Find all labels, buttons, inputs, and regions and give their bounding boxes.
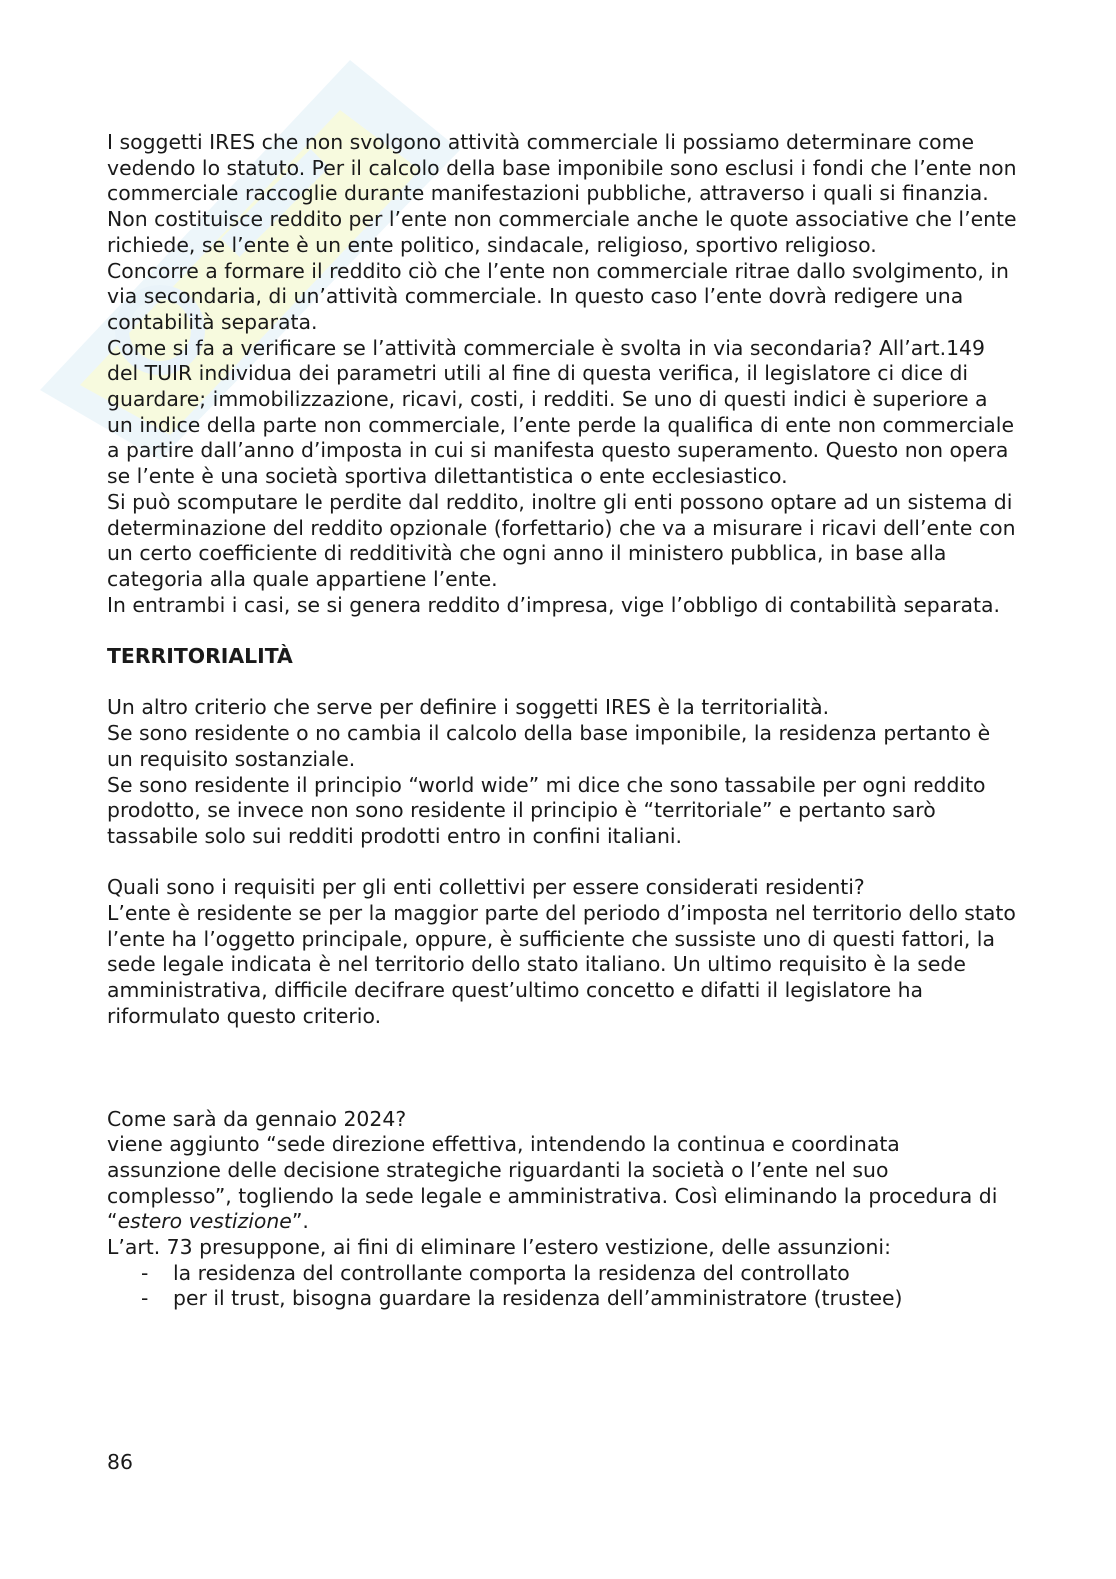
art73-intro: L’art. 73 presuppone, ai fini di eliminare l’estero vestizione, delle assunzioni: [107,1235,891,1260]
residenza-question: Quali sono i requisiti per gli enti collettivi per essere considerati residenti? [107,875,865,900]
intro-paragraph-1: I soggetti IRES che non svolgono attività commerciale li possiamo determinare come vedendo lo statuto. Per il calcolo della base imponibile sono esclusi i fondi che l’ente non commerciale raccoglie durante manifestazioni pubbliche, attraverso i quali si finanzia. Non costituisce reddito per l’ente non commerciale anche le quote associative che l’ente richiede, se l’ente è un ente politico, sindacale, religioso, sportivo religioso. [107,130,1017,257]
italic-term: estero vestizione [117,1209,292,1234]
assunzioni-list [107,1261,1017,1312]
spacer [107,850,1017,876]
intro-paragraph-3: Come si fa a verificare se l’attività commerciale è svolta in via secondaria? All’art.149 del TUIR individua dei parametri utili al fine di questa verifica, il legislatore ci dice di guardare; immobilizzazione, ricavi, costi, i redditi. Se uno di questi indici è superiore a un indice della parte non commerciale, l’ente perde la qualifica di ente non commerciale a partire dall’anno d’imposta in cui si manifesta questo superamento. Questo non opera se l’ente è una società sportiva dilettantistica o ente ecclesiastico. [107,335,1014,489]
page-number: 86 [107,1450,133,1474]
gennaio-2024-question: Come sarà da gennaio 2024? [107,1106,407,1131]
list-item: - la residenza del controllante comporta la residenza del controllato [107,1261,1017,1287]
territorialita-paragraph-2: Se sono residente o no cambia il calcolo della base imponibile, la residenza pertanto è un requisito sostanziale. [107,721,991,771]
territorialita-paragraph-3: Se sono residente il principio “world wide” mi dice che sono tassabile per ogni reddito prodotto, se invece non sono residente il principio è “territoriale” e pertanto sarò tassabile solo sui redditi prodotti entro in confini italiani. [107,772,986,848]
section-heading-territorialita: TERRITORIALITÀ [107,644,293,669]
list-item: - per il trust, bisogna guardare la residenza dell’amministratore (trustee) [107,1286,1017,1312]
document-page [107,130,1017,1312]
spacer [107,1030,1017,1107]
paragraph-text-end: ”. [291,1209,309,1234]
paragraph-text: viene aggiunto “sede direzione effettiva, intendendo la continua e coordinata assunzione delle decisione strategiche riguardanti la società o l’ente nel suo complesso”, togliendo la sede legale e amministrativa. Così eliminando la procedura di “ [107,1132,998,1234]
intro-paragraph-2: Concorre a formare il reddito ciò che l’ente non commerciale ritrae dallo svolgimento, in via secondaria, di un’attività commerciale. In questo caso l’ente dovrà redigere una contabilità separata. [107,258,1009,334]
gennaio-2024-paragraph [107,1132,1017,1235]
intro-paragraph-4: Si può scomputare le perdite dal reddito, inoltre gli enti possono optare ad un sistema di determinazione del reddito opzionale (forfettario) che va a misurare i ricavi dell’ente con un certo coefficiente di redditività che ogni anno il ministero pubblica, in base alla categoria alla quale appartiene l’ente. [107,489,1016,591]
territorialita-paragraph-1: Un altro criterio che serve per definire i soggetti IRES è la territorialità. [107,695,830,720]
residenza-paragraph: L’ente è residente se per la maggior parte del periodo d’imposta nel territorio dello stato l’ente ha l’oggetto principale, oppure, è sufficiente che sussiste uno di questi fattori, la sede legale indicata è nel territorio dello stato italiano. Un ultimo requisito è la sede amministrativa, difficile decifrare quest’ultimo concetto e difatti il legislatore ha riformulato questo criterio. [107,901,1016,1028]
intro-paragraph-5: In entrambi i casi, se si genera reddito d’impresa, vige l’obbligo di contabilità separata. [107,592,1000,617]
